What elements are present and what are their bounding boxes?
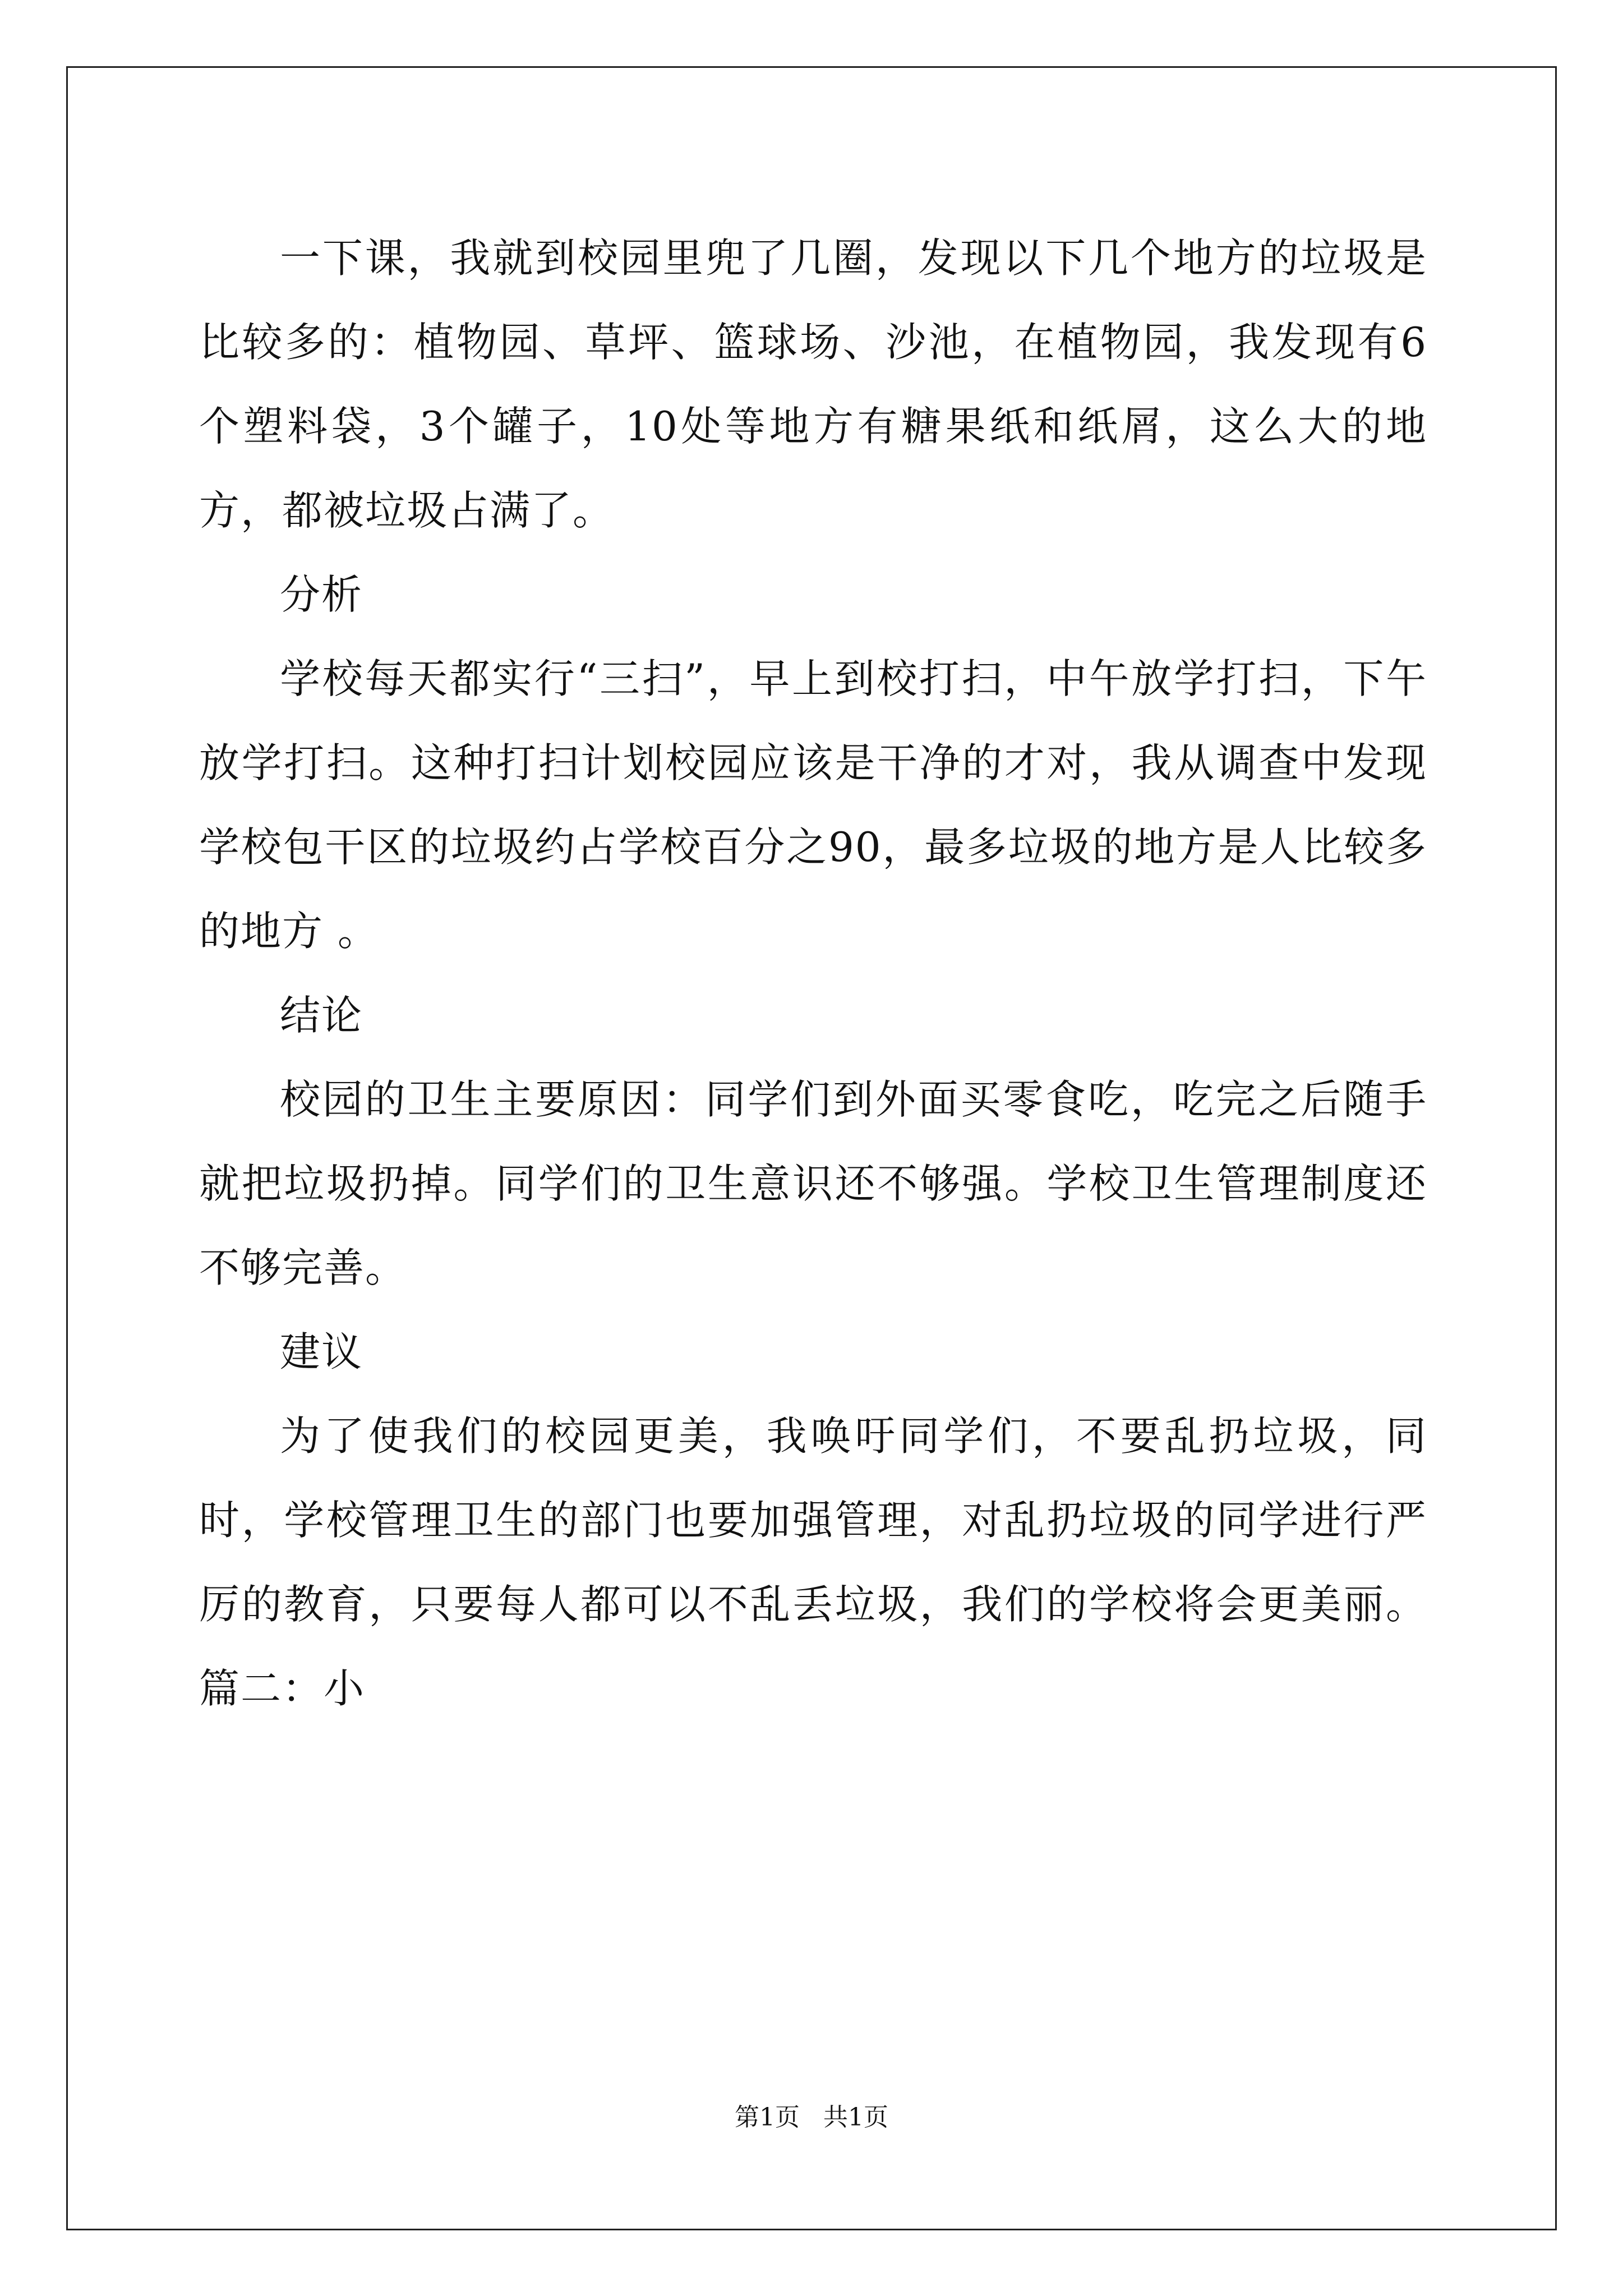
paragraph-suggestion: 为了使我们的校园更美，我唤吁同学们，不要乱扔垃圾，同时，学校管理卫生的部门也要加强管理，对乱扔垃圾的同学进行严厉的教育，只要每人都可以不乱丢垃圾，我们的学校将会更美丽。篇二：小 [199,1412,1427,1712]
paragraph-conclusion: 校园的卫生主要原因：同学们到外面买零食吃，吃完之后随手就把垃圾扔掉。同学们的卫生意识还不够强。学校卫生管理制度还不够完善。 [199,1076,1427,1291]
paragraph-analysis: 学校每天都实行“三扫”，早上到校打扫，中午放学打扫，下午放学打扫。这种打扫计划校园应该是干净的才对，我从调查中发现学校包干区的垃圾约占学校百分之90，最多垃圾的地方是人比较多的地方 。 [199,655,1427,955]
heading-suggestion: 建议 [280,1328,363,1375]
paragraph-survey: 一下课，我就到校园里兜了几圈，发现以下几个地方的垃圾是比较多的：植物园、草坪、篮球场、沙池，在植物园，我发现有6个塑料袋，3个罐子，10处等地方有糖果纸和纸屑，这么大的地方，都被垃圾占满了。 [199,234,1427,534]
heading-conclusion: 结论 [280,992,363,1039]
page-total: 共1页 [823,2103,888,2132]
heading-analysis: 分析 [280,571,363,618]
document-body [199,216,1427,1731]
page-footer [0,2101,1623,2134]
page-number: 第1页 [735,2103,800,2132]
